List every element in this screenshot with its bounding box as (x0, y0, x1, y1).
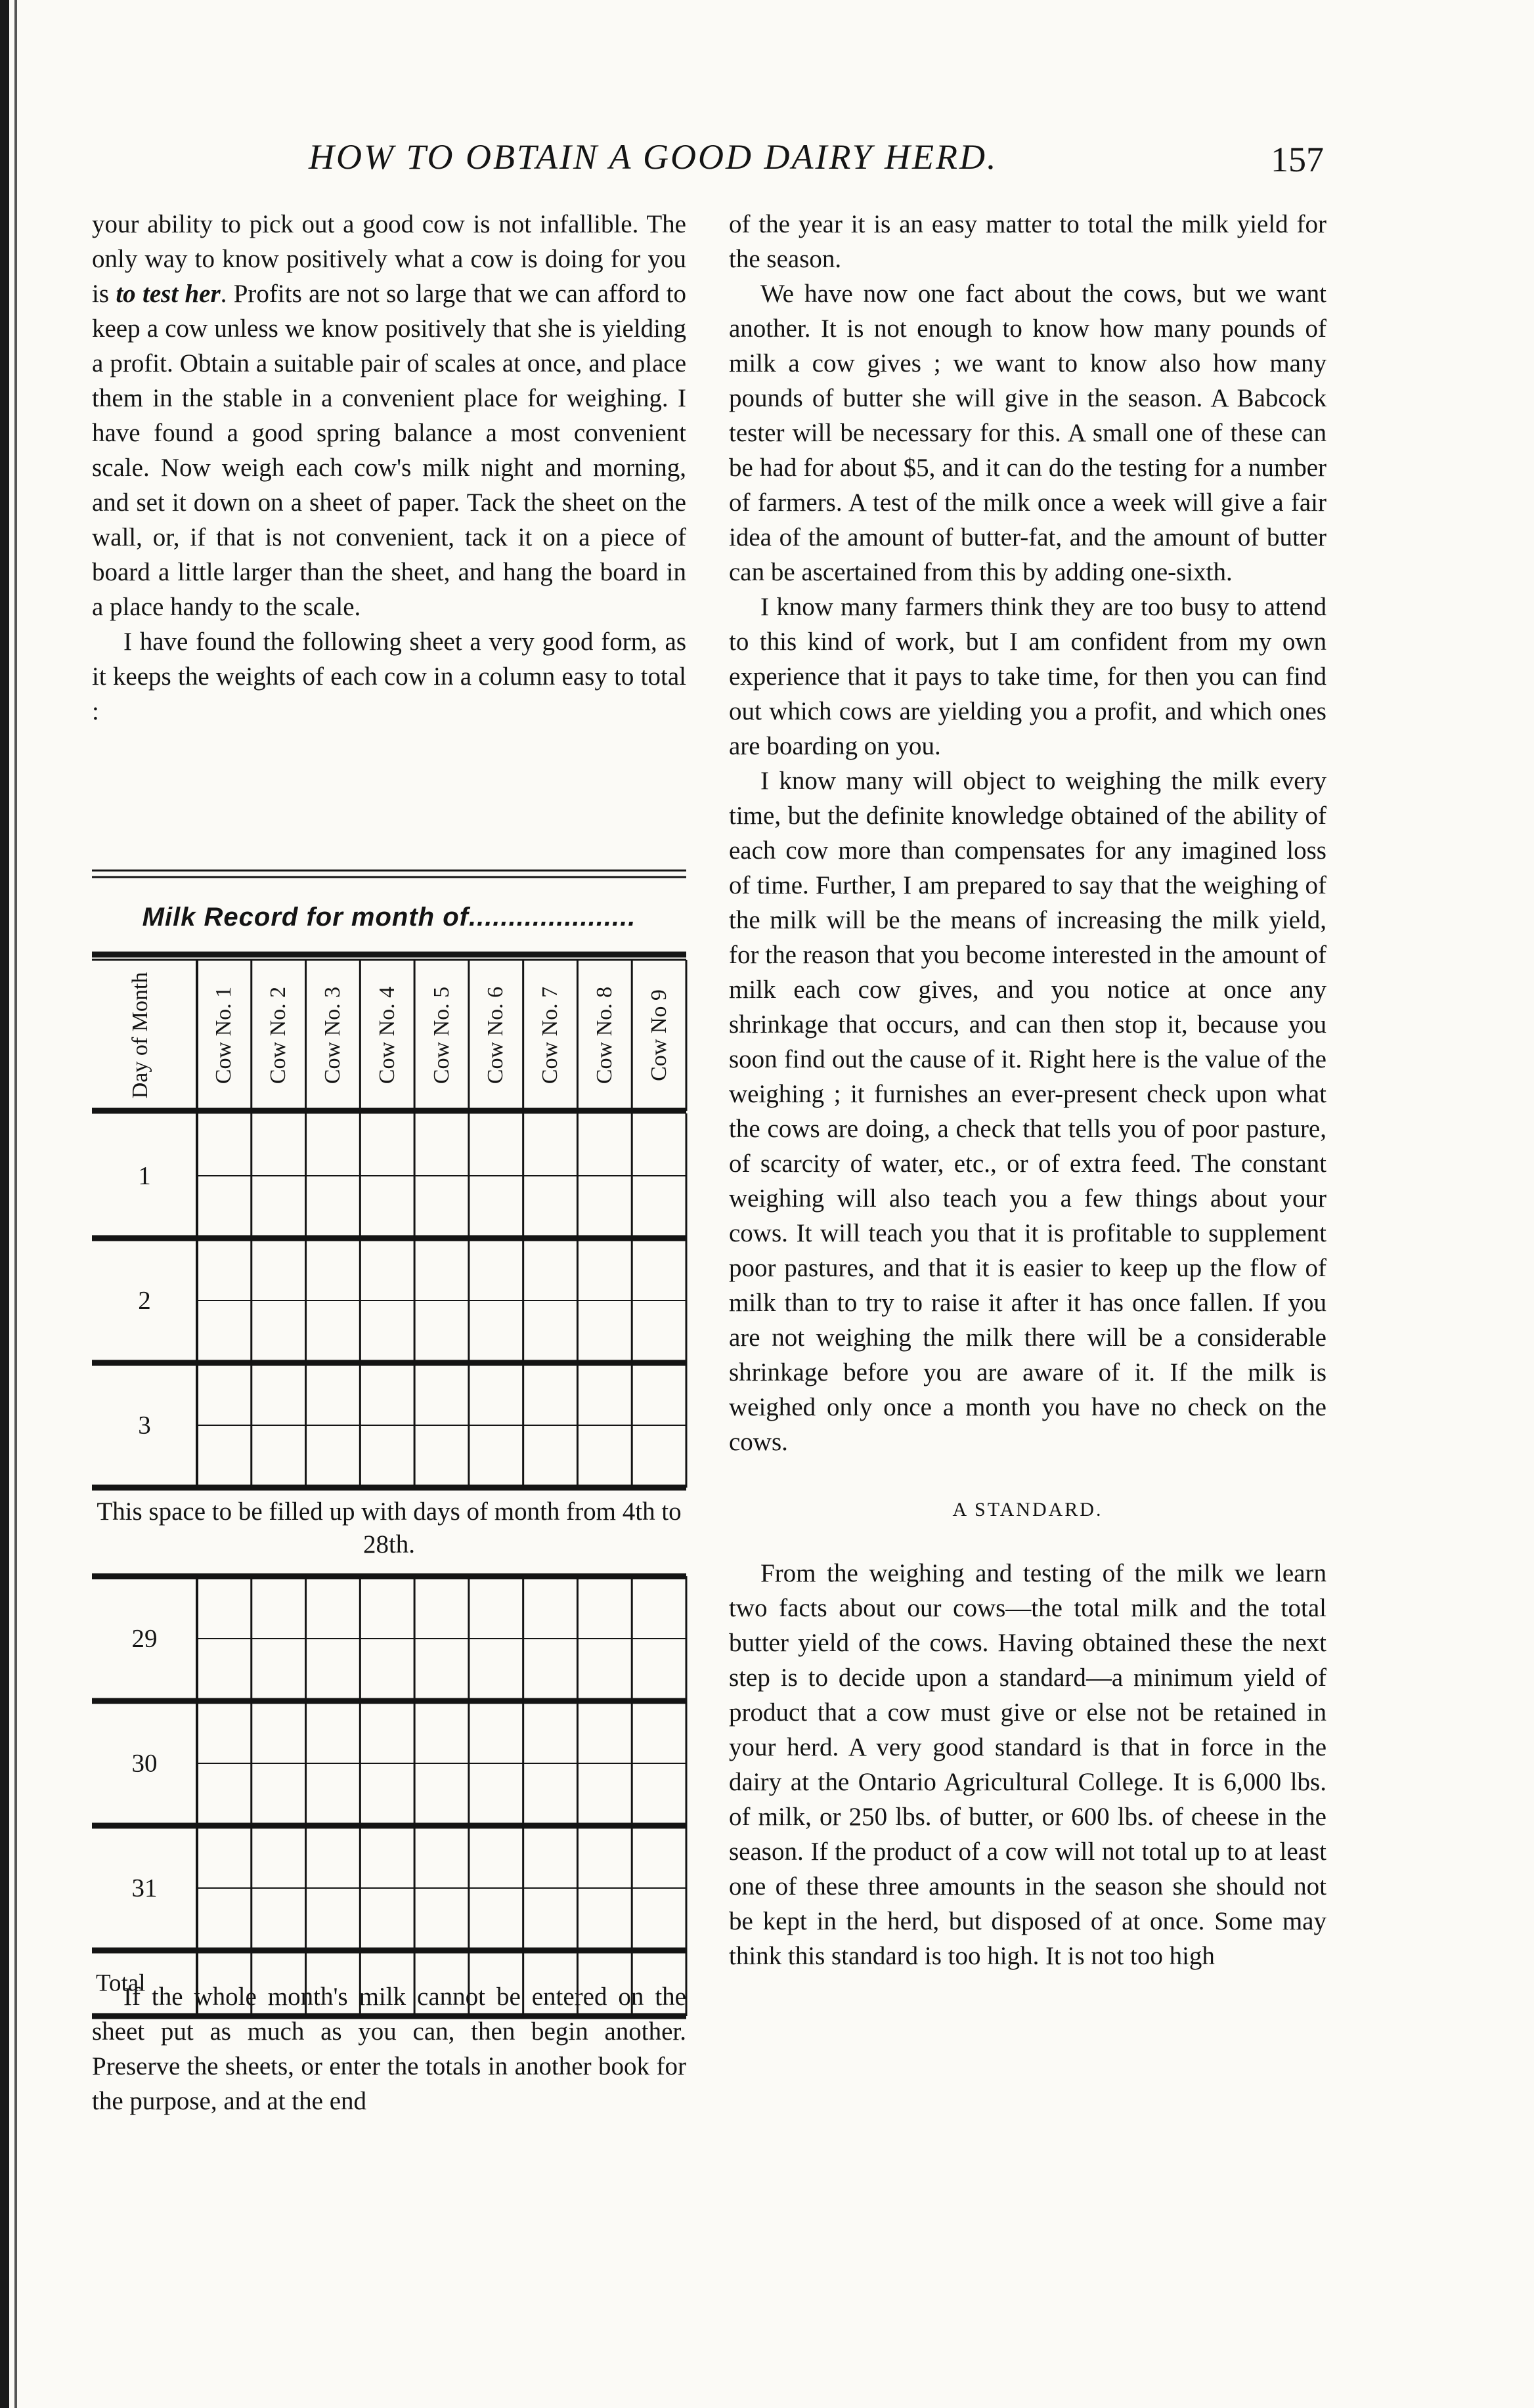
cow-column-header: Cow No. 8 (592, 986, 617, 1085)
page-binding-edge (0, 0, 9, 2408)
cow-column-header: Cow No. 1 (211, 986, 236, 1085)
left-column-top (92, 207, 686, 729)
page-number: 157 (1271, 140, 1324, 179)
day-label: 2 (138, 1286, 151, 1315)
day-label: 29 (131, 1624, 158, 1653)
cow-column-header: Cow No. 6 (483, 986, 508, 1085)
right-column (729, 207, 1326, 1973)
right-paragraph-2: We have now one fact about the cows, but we want another. It is not enough to know how many pounds of milk a cow gives ; we want to know also how many pounds of butter she will give in the season. A Babcock tester will be necessary for this. A small one of these can be had for about $5, and it can do the testing for a number of farmers. A test of the milk once a week will give a fair idea of the amount of butter-fat, and the amount of butter can be ascertained from this by adding one-sixth. (729, 280, 1326, 586)
right-paragraph-5: From the weighing and testing of the milk we learn two facts about our cows—the total milk and the total butter yield of the cows. Having obtained these the next step is to decide upon a standard—a minimum yield of product that a cow must give or else not be retained in your herd. A very good standard is that in force in the dairy at the Ontario Agricultural College. It is 6,000 lbs. of milk, or 250 lbs. of butter, or 600 lbs. of cheese in the season. If the product of a cow will not total up to at least one of these three amounts in the season she should not be kept in the herd, but disposed of at once. Some may think this standard is too high. It is not too high (729, 1559, 1326, 1970)
day-of-month-header: Day of Month (128, 972, 152, 1099)
section-heading: A STANDARD. (952, 1499, 1103, 1520)
cow-column-header: Cow No. 7 (538, 986, 563, 1085)
page-binding-shadow (14, 0, 17, 2408)
page-header (309, 131, 1333, 190)
right-paragraph-3: I know many farmers think they are too busy to attend to this kind of work, but I am confident from my own experience that it pays to take time, for then you can find out which cows are yielding you a profit, and which ones are boarding on you. (729, 593, 1326, 760)
day-label: 3 (138, 1411, 151, 1440)
left-column-bottom (92, 1979, 686, 2118)
cow-column-header: Cow No. 5 (429, 986, 454, 1085)
left-paragraph-2: I have found the following sheet a very good form, as it keeps the weights of each cow in a column easy to total : (92, 628, 686, 725)
cow-column-header: Cow No. 2 (266, 986, 291, 1085)
form-title: Milk Record for month of..................... (142, 903, 636, 932)
days-gap-note: This space to be filled up with days of month from 4th to 28th. (97, 1497, 682, 1559)
running-title: HOW TO OBTAIN A GOOD DAIRY HERD. (309, 137, 998, 177)
cow-column-header: Cow No. 4 (374, 986, 399, 1085)
right-paragraph-4: I know many will object to weighing the milk every time, but the definite knowledge obtained of the ability of each cow more than compensates for any imagined loss of time. Further, I am prepared to say that the weighing of the milk will be the means of increasing the milk yield, for the reason that you become interested in the amount of milk each cow gives, and you notice at once any shrinkage that occurs, and can then stop it, because you soon find out the cause of it. Right here is the value of the weighing ; it furnishes an ever-present check upon what the cows are doing, a check that tells you of poor pasture, of scarcity of water, etc., or of extra feed. The constant weighing will also teach you a few things about your cows. It will teach you that it is profitable to supplement poor pastures, and that it is easier to keep up the flow of milk than to try to raise it after it has once fallen. If you are not weighing the milk there will be a considerable shrinkage before you are aware of it. If the milk is weighed only once a month you have no check on the cows. (729, 767, 1326, 1456)
right-paragraph-1: of the year it is an easy matter to total the milk yield for the season. (729, 210, 1326, 273)
left-paragraph-1: your ability to pick out a good cow is not infallible. The only way to know positively what a cow is doing for you is to test her. Profits are not so large that we can afford to keep a cow unless we know positively that she is yielding a profit. Obtain a suitable pair of scales at once, and place them in the stable in a convenient place for weighing. I have found a good spring balance a most convenient scale. Now weigh each cow's milk night and morning, and set it down on a sheet of paper. Tack the sheet on the wall, or, if that is not convenient, tack it on a piece of board a little larger than the sheet, and hang the board in a place handy to the scale. (92, 210, 687, 621)
total-label: Total (96, 1969, 146, 1997)
left-paragraph-3: If the whole month's milk cannot be entered on the sheet put as much as you can, then begin another. Preserve the sheets, or enter the totals in another book for the purpose, and at the end (92, 1983, 686, 2115)
cow-column-header: Cow No. 3 (320, 986, 345, 1085)
day-label: 1 (138, 1161, 151, 1190)
cow-column-header: Cow No 9 (646, 989, 671, 1081)
day-label: 30 (131, 1749, 158, 1778)
day-label: 31 (131, 1874, 158, 1903)
